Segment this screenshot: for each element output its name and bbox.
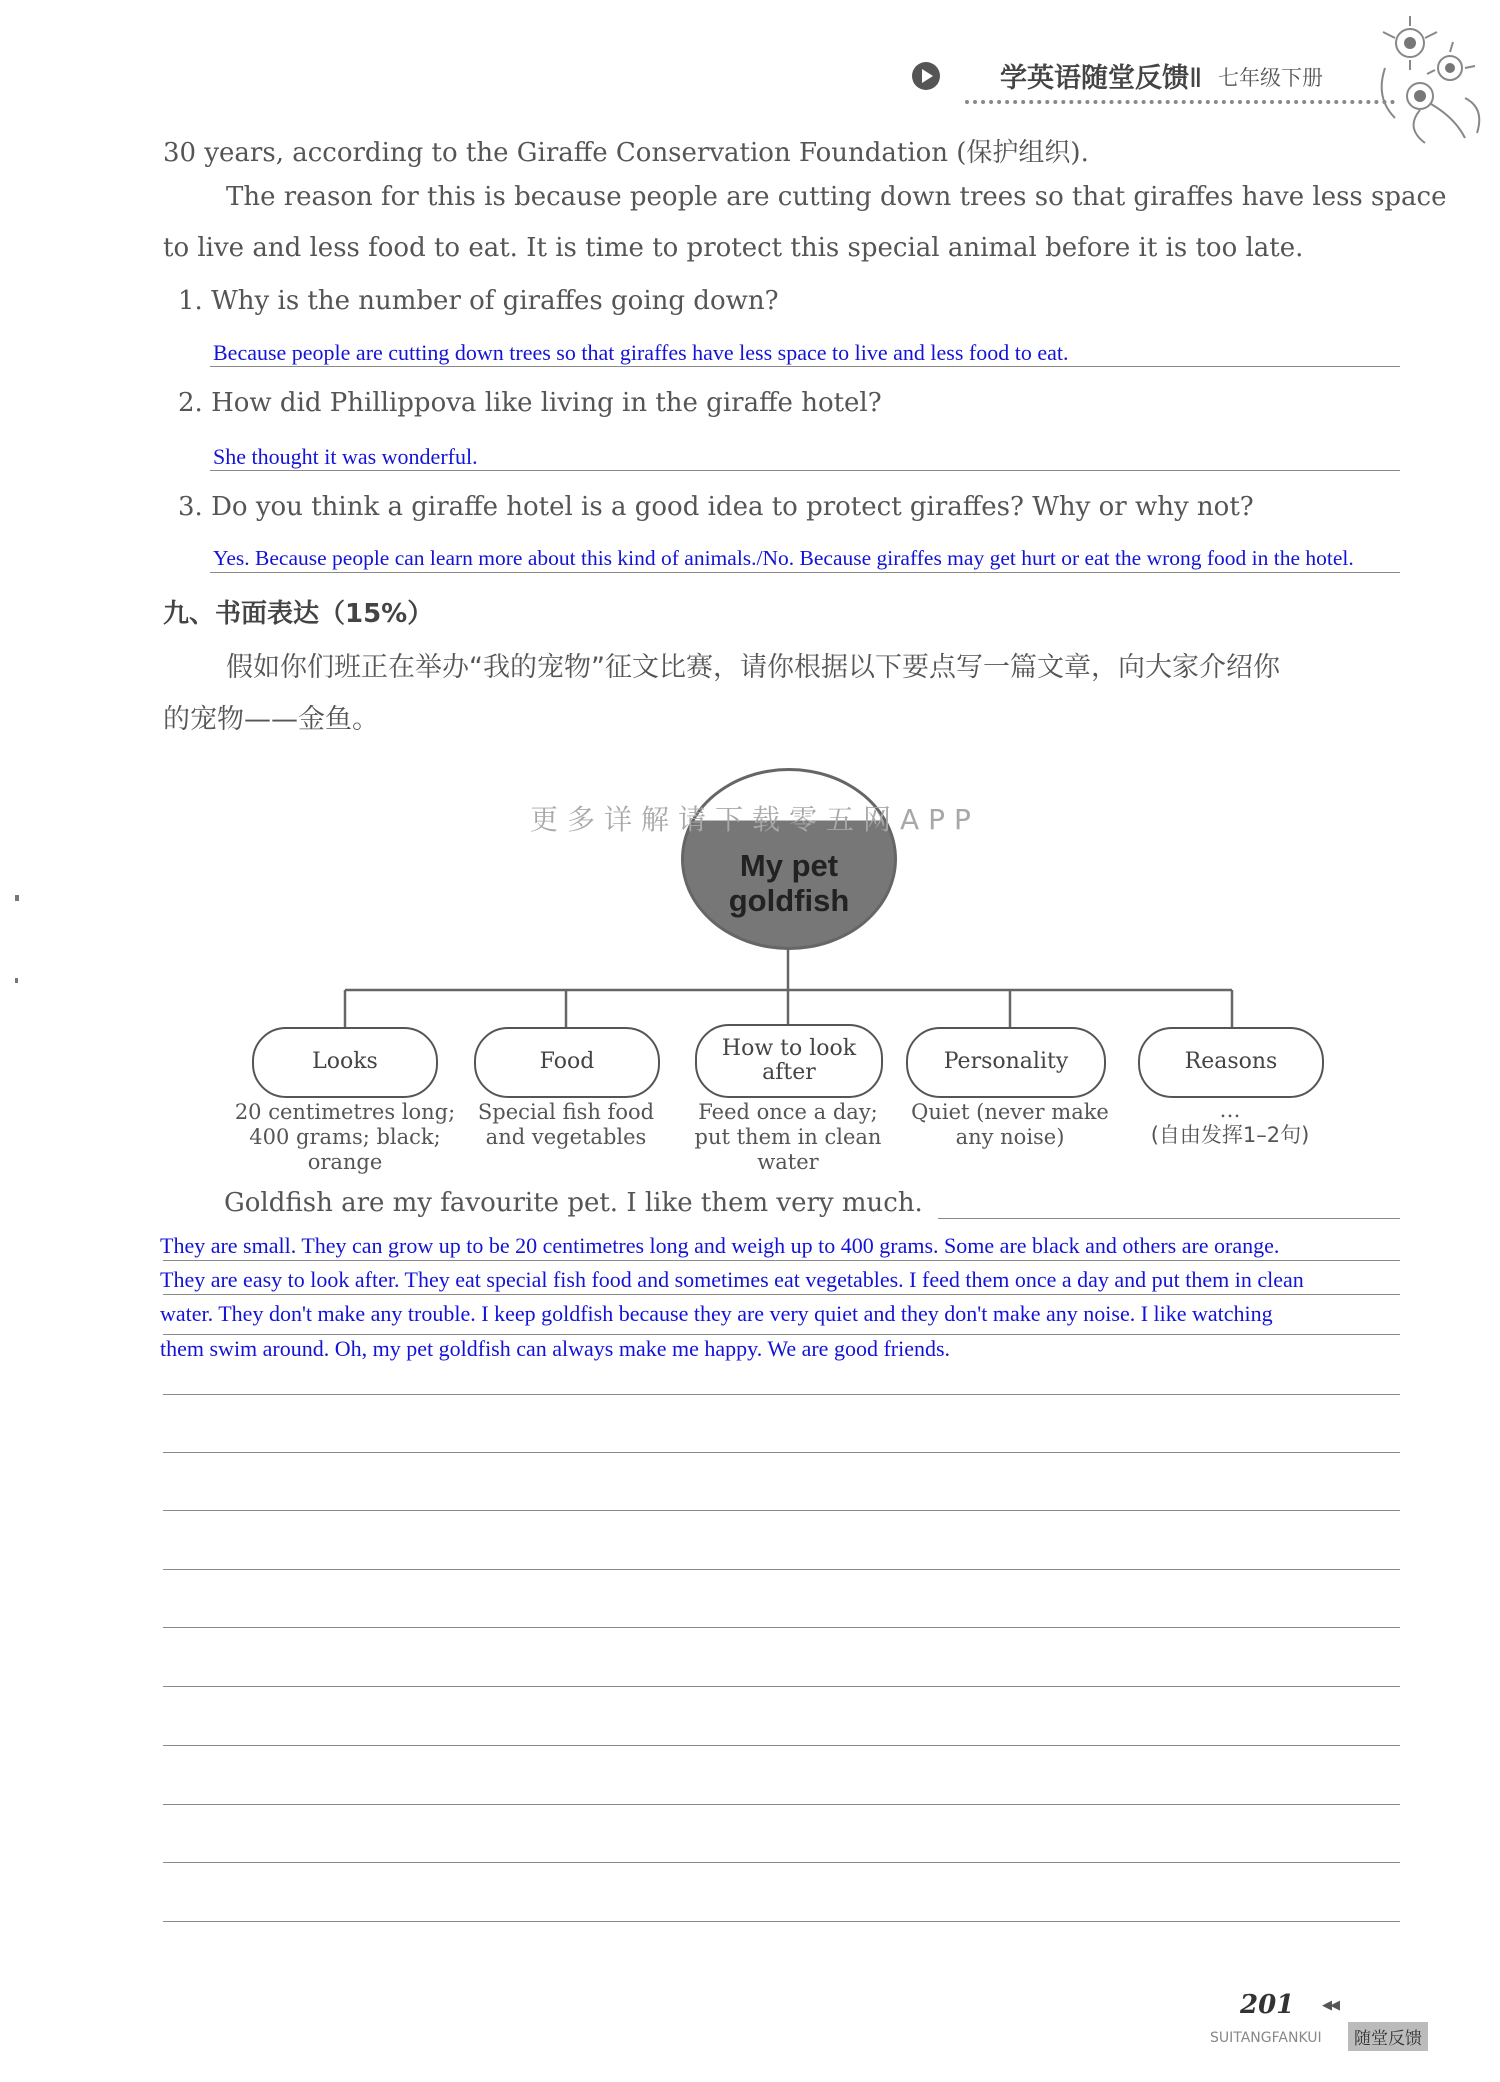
writing-line bbox=[163, 1745, 1400, 1746]
writing-line bbox=[163, 1921, 1400, 1922]
mindmap-desc-looks: 20 centimetres long; 400 grams; black; orange bbox=[234, 1100, 456, 1175]
passage-line-1: 30 years, according to the Giraffe Conservation Foundation (保护组织). bbox=[163, 138, 1089, 168]
writing-line bbox=[163, 1569, 1400, 1570]
watermark: 更多详解请下载零五网APP bbox=[530, 803, 980, 836]
question-2: 2. How did Phillippova like living in the giraffe hotel? bbox=[178, 388, 882, 418]
writing-line bbox=[163, 1686, 1400, 1687]
essay-starter: Goldfish are my favourite pet. I like them very much. bbox=[224, 1188, 923, 1218]
section-heading: 九、书面表达（15%） bbox=[163, 599, 434, 629]
footer-arrows-icon: ◀◀ bbox=[1322, 1998, 1338, 2013]
section-instruction-1: 假如你们班正在举办“我的宠物”征文比赛，请你根据以下要点写一篇文章，向大家介绍你 bbox=[226, 652, 1280, 683]
mindmap-center-line-1: My pet bbox=[739, 848, 839, 883]
essay-line-0 bbox=[938, 1218, 1400, 1219]
mindmap-desc-how-to-look-after: Feed once a day; put them in clean water bbox=[694, 1100, 882, 1175]
essay-text-line-3: water. They don't make any trouble. I keep goldfish because they are very quiet and they don't make any noise. I like watching bbox=[160, 1301, 1273, 1326]
writing-line bbox=[163, 1394, 1400, 1395]
mindmap-desc-personality: Quiet (never make any noise) bbox=[911, 1100, 1109, 1150]
writing-line bbox=[163, 1627, 1400, 1628]
section-instruction-2: 的宠物——金鱼。 bbox=[163, 704, 379, 735]
question-1: 1. Why is the number of giraffes going down? bbox=[178, 286, 779, 316]
margin-mark bbox=[15, 895, 19, 901]
writing-line bbox=[163, 1510, 1400, 1511]
mindmap-node-reasons: Reasons bbox=[1138, 1027, 1324, 1098]
margin-mark bbox=[15, 978, 18, 983]
essay-line-2 bbox=[163, 1294, 1400, 1295]
passage-line-2: The reason for this is because people are cutting down trees so that giraffes have less space bbox=[226, 182, 1447, 212]
mindmap-node-looks: Looks bbox=[252, 1027, 438, 1098]
mindmap-center-line-2: goldfish bbox=[728, 882, 850, 918]
writing-line bbox=[163, 1452, 1400, 1453]
mindmap-desc-reasons: … (自由发挥1–2句) bbox=[1150, 1098, 1310, 1148]
essay-line-1 bbox=[163, 1260, 1400, 1261]
passage-line-3: to live and less food to eat. It is time to protect this special animal before it is too late. bbox=[163, 233, 1304, 263]
footer-pinyin: SUITANGFANKUI bbox=[1210, 2030, 1322, 2046]
answer-2: She thought it was wonderful. bbox=[213, 444, 478, 469]
essay-text-line-2: They are easy to look after. They eat special fish food and sometimes eat vegetables. I feed them once a day and put them in clean bbox=[160, 1267, 1304, 1292]
mindmap-node-personality: Personality bbox=[906, 1027, 1106, 1098]
header-title: 学英语随堂反馈Ⅱ bbox=[1000, 63, 1203, 94]
answer-1: Because people are cutting down trees so that giraffes have less space to live and less food to eat. bbox=[213, 340, 1069, 365]
writing-line bbox=[163, 1862, 1400, 1863]
essay-line-3 bbox=[163, 1334, 1400, 1335]
header-grade: 七年级下册 bbox=[1218, 66, 1323, 90]
mindmap-center bbox=[681, 768, 897, 950]
page-number: 201 bbox=[1240, 1990, 1295, 2020]
mindmap-node-food: Food bbox=[474, 1027, 660, 1098]
answer-3: Yes. Because people can learn more about this kind of animals./No. Because giraffes may get hurt or eat the wrong food in the hotel. bbox=[213, 546, 1354, 570]
essay-text-line-4: them swim around. Oh, my pet goldfish can always make me happy. We are good friends. bbox=[160, 1336, 951, 1361]
footer-badge: 随堂反馈 bbox=[1348, 2022, 1428, 2051]
mindmap-desc-food: Special fish food and vegetables bbox=[477, 1100, 655, 1150]
writing-line bbox=[163, 1804, 1400, 1805]
question-3: 3. Do you think a giraffe hotel is a good idea to protect giraffes? Why or why not? bbox=[178, 492, 1254, 522]
essay-text-line-1: They are small. They can grow up to be 20 centimetres long and weigh up to 400 grams. Some are black and others are orange. bbox=[160, 1233, 1280, 1258]
mindmap-node-how-to-look-after: How to look after bbox=[695, 1024, 883, 1098]
